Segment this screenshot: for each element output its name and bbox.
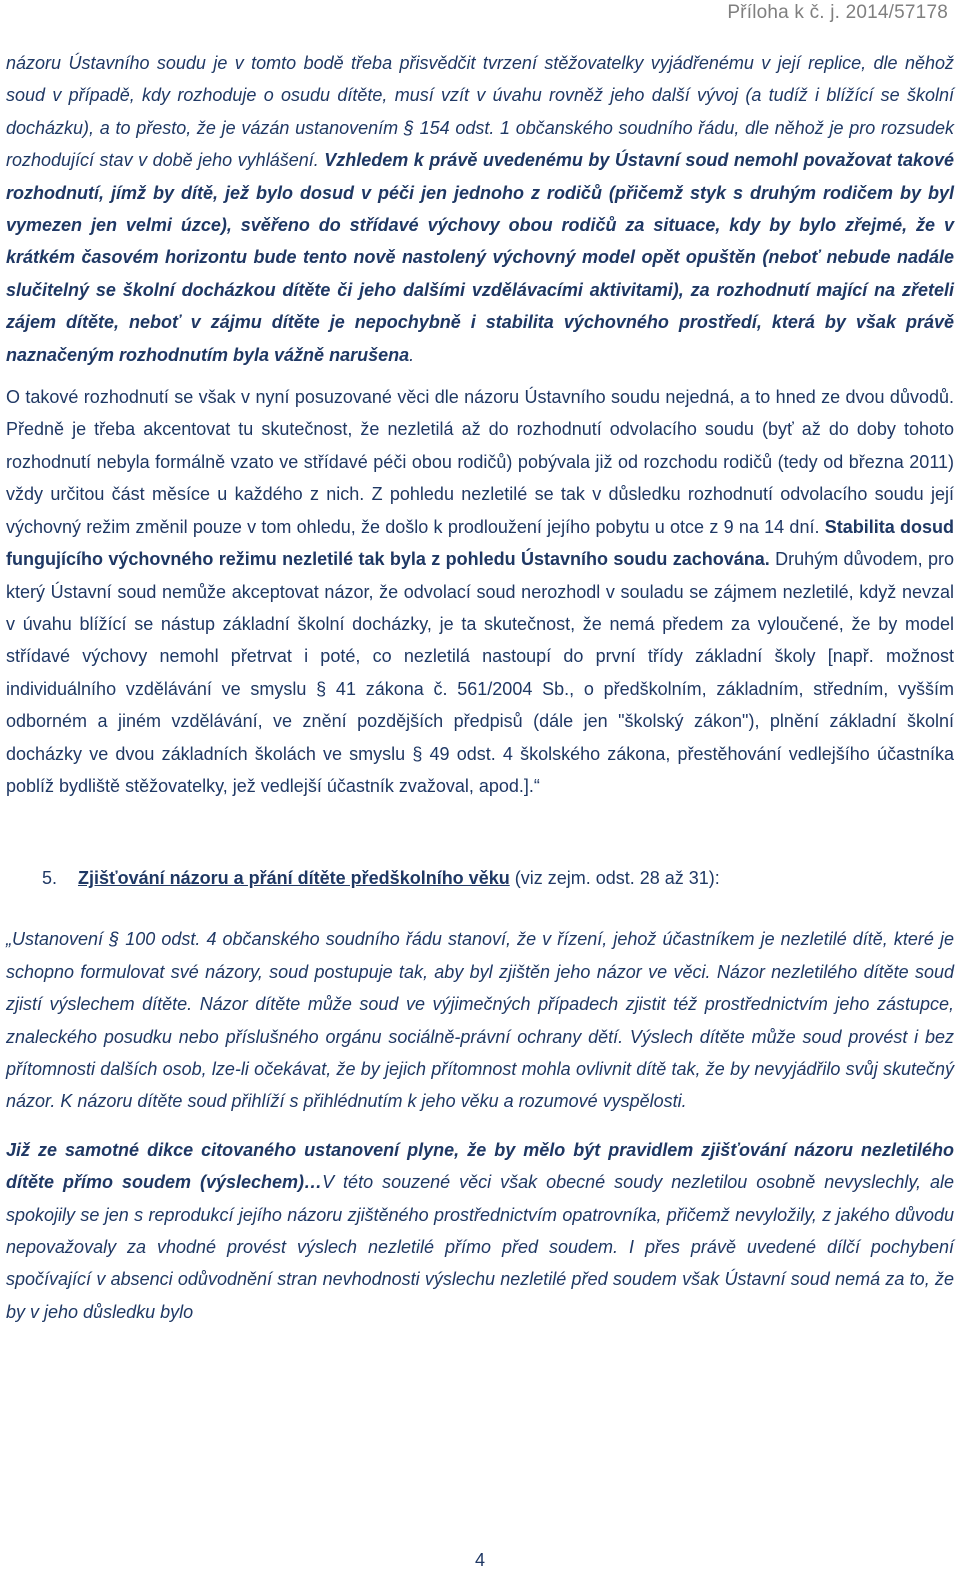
section-title-suffix: (viz zejm. odst. 28 až 31): [509, 868, 720, 889]
page-number: 4 [474, 1550, 485, 1570]
page-header: Příloha k č. j. 2014/57178 [727, 2, 948, 23]
paragraph-1-end: . [409, 344, 415, 365]
paragraph-4-bold-italic: Již ze samotné dikce citovaného ustanovení plyne, že by mělo být pravidlem zjišťování názoru nezletilého dítěte přímo soudem (výslechem)… [6, 1139, 954, 1193]
paragraph-1-italic: názoru Ústavního soudu je v tomto bodě třeba přisvědčit tvrzení stěžovatelky vyjádřenému v její replice, dle něhož soud v případě, kdy rozhoduje o osudu dítěte, musí vzít v úvahu rovněž jeho další vývoj (a tudíž i blížící se školní docházku), a to přesto, že je vázán ustanovením § 154 odst. 1 občanského soudního řádu, dle něhož je pro rozsudek rozhodující stav v době jeho vyhlášení. [6, 53, 954, 171]
paragraph-3-text: „Ustanovení § 100 odst. 4 občanského soudního řádu stanoví, že v řízení, jehož účastníkem je nezletilé dítě, které je schopno formulovat své názory, soud postupuje tak, aby byl zjištěn jeho názor ve věci. Názor nezletilého dítěte soud zjistí výslechem dítěte. Názor dítěte může soud ve výjimečných případech zjistit též prostřednictvím jeho zástupce, znaleckého posudku nebo příslušného orgánu sociálně-právní ochrany dětí. Výslech dítěte může soud provést i bez přítomnosti dalších osob, lze-li očekávat, že by jejich přítomnost mohla ovlivnit dítě tak, že by nevyjádřilo svůj skutečný názor. K názoru dítěte soud přihlíží s přihlédnutím k jeho věku a rozumové vyspělosti. [6, 929, 954, 1112]
paragraph-2-rest: Druhým důvodem, pro který Ústavní soud nemůže akceptovat názor, že odvolací soud nerozhodl v souladu se zájmem nezletilé, když nevzal v úvahu blížící se nástup základní školní docházky, je ta skutečnost, že nemá předem za vyloučené, že by model střídavé výchovy nemohl přetrvat i poté, co nezletilá nastoupí do první třídy základní školy [např. možnost individuálního vzdělávání ve smyslu § 41 zákona č. 561/2004 Sb., o předškolním, základním, středním, vyšším odborném a jiném vzdělávání, ve znění pozdějších předpisů (dále jen "školský zákon"), plnění základní školní docházky ve dvou základních školách ve smyslu § 49 odst. 4 školského zákona, přestěhování vedlejšího účastníka poblíž bydliště stěžovatelky, jež vedlejší účastník zvažoval, apod.].“ [6, 549, 954, 796]
section-heading [6, 862, 954, 894]
paragraph-2-text: O takové rozhodnutí se však v nyní posuzované věci dle názoru Ústavního soudu nejedná, a to hned ze dvou důvodů. Předně je třeba akcentovat tu skutečnost, že nezletilá až do rozhodnutí odvolacího soudu (byť až do doby tohoto rozhodnutí nebyla formálně vzato ve střídavé péči obou rodičů) pobývala již od rozchodu rodičů (tedy od března 2011) vždy určitou část měsíce u každého z nich. Z pohledu nezletilé se tak v důsledku rozhodnutí odvolacího soudu její výchovný režim změnil pouze v tom ohledu, že došlo k prodloužení jejího pobytu u otce z 9 na 14 dní. [6, 387, 954, 537]
paragraph-1-bold-italic: Vzhledem k právě uvedenému by Ústavní soud nemohl považovat takové rozhodnutí, jímž by dítě, jež bylo dosud v péči jen jednoho z rodičů (přičemž styk s druhým rodičem by byl vymezen jen velmi úzce), svěřeno do střídavé výchovy obou rodičů za situace, kdy by bylo zřejmé, že v krátkém časovém horizontu bude tento nově nastolený výchovný model opět opuštěn (neboť nebude nadále slučitelný se školní docházkou dítěte či jeho dalšími vzdělávacími aktivitami), za rozhodnutí mající na zřeteli zájem dítěte, neboť v zájmu dítěte je nepochybně i stabilita výchovného prostředí, která by však právě naznačeným rozhodnutím byla vážně narušena [6, 150, 955, 365]
paragraph-1 [6, 47, 954, 371]
paragraph-3 [6, 923, 954, 1117]
section-title: Zjišťování názoru a přání dítěte předškolního věku [78, 868, 510, 889]
paragraph-2 [6, 381, 954, 802]
section-number: 5. [42, 868, 58, 889]
paragraph-4 [6, 1134, 954, 1328]
document-body [6, 47, 954, 1328]
paragraph-4-italic: V této souzené věci však obecné soudy nezletilou osobně nevyslechly, ale spokojily se jen s reprodukcí jejího názoru zjištěného prostřednictvím opatrovníka, přičemž nevyložily, z jakého důvodu nepovažovaly za vhodné provést výslech nezletilé přímo před soudem. I přes právě uvedené dílčí pochybení spočívající v absenci odůvodnění stran nevhodnosti výslechu nezletilé před soudem však Ústavní soud nemá za to, že by v jeho důsledku bylo [6, 1172, 955, 1322]
paragraph-2-bold: Stabilita dosud fungujícího výchovného režimu nezletilé tak byla z pohledu Ústavního soudu zachována. [6, 516, 954, 570]
